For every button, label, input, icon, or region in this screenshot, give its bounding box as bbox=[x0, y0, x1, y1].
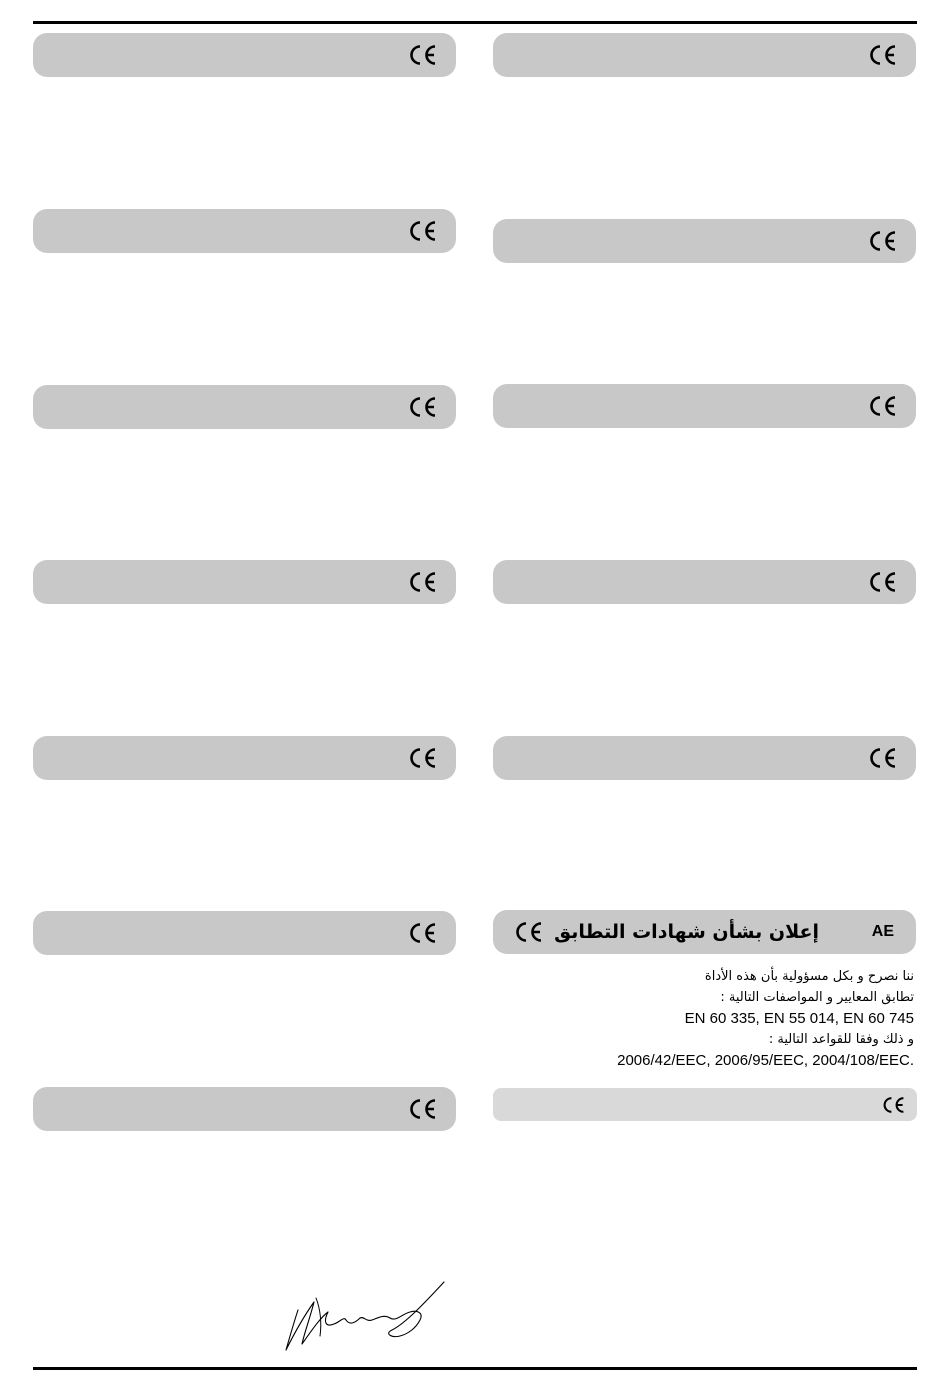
ae-declaration-body bbox=[500, 966, 914, 1071]
ae-standards-intro: تطابق المعايير و المواصفات التالية : bbox=[720, 990, 914, 1005]
ce-mark-icon bbox=[407, 396, 437, 418]
declaration-panel-left-3 bbox=[33, 385, 456, 429]
declaration-panel-left-1 bbox=[33, 33, 456, 77]
ae-declaration-header bbox=[493, 910, 916, 954]
ce-mark-icon bbox=[867, 395, 897, 417]
declaration-panel-right-4 bbox=[493, 560, 916, 604]
ae-directives-intro: و ذلك وفقا للقواعد التالية : bbox=[768, 1032, 914, 1047]
ce-mark-icon bbox=[867, 44, 897, 66]
top-rule bbox=[33, 21, 917, 24]
ce-mark-icon bbox=[881, 1096, 905, 1114]
declaration-panel-left-4 bbox=[33, 560, 456, 604]
ce-mark-icon bbox=[867, 747, 897, 769]
ae-declaration-title: إعلان بشأن شهادات التطابق bbox=[554, 921, 819, 943]
ae-statement-line: ننا نصرح و بكل مسؤولية بأن هذه الأداة bbox=[704, 969, 914, 984]
ce-mark-icon bbox=[407, 571, 437, 593]
signature-graphic bbox=[280, 1278, 450, 1356]
declaration-panel-right-3 bbox=[493, 384, 916, 428]
declaration-panel-right-7 bbox=[493, 1088, 917, 1121]
declaration-panel-left-2 bbox=[33, 209, 456, 253]
ce-mark-icon bbox=[407, 922, 437, 944]
declaration-panel-right-2 bbox=[493, 219, 916, 263]
declaration-panel-right-1 bbox=[493, 33, 916, 77]
declaration-panel-left-6 bbox=[33, 911, 456, 955]
ce-mark-icon bbox=[867, 230, 897, 252]
declaration-panel-left-7 bbox=[33, 1087, 456, 1131]
bottom-rule bbox=[33, 1367, 917, 1370]
ce-mark-icon bbox=[407, 1098, 437, 1120]
ce-mark-icon bbox=[407, 747, 437, 769]
declaration-panel-left-5 bbox=[33, 736, 456, 780]
ce-mark-icon bbox=[407, 44, 437, 66]
declaration-panel-right-5 bbox=[493, 736, 916, 780]
ae-standards-list: EN 60 335, EN 55 014, EN 60 745 bbox=[684, 1010, 914, 1027]
ce-mark-icon bbox=[407, 220, 437, 242]
ae-directives-list: 2006/42/EEC, 2006/95/EEC, 2004/108/EEC. bbox=[617, 1052, 914, 1069]
ce-mark-icon bbox=[867, 571, 897, 593]
ae-language-code: AE bbox=[871, 923, 894, 940]
ce-mark-icon bbox=[513, 921, 543, 943]
